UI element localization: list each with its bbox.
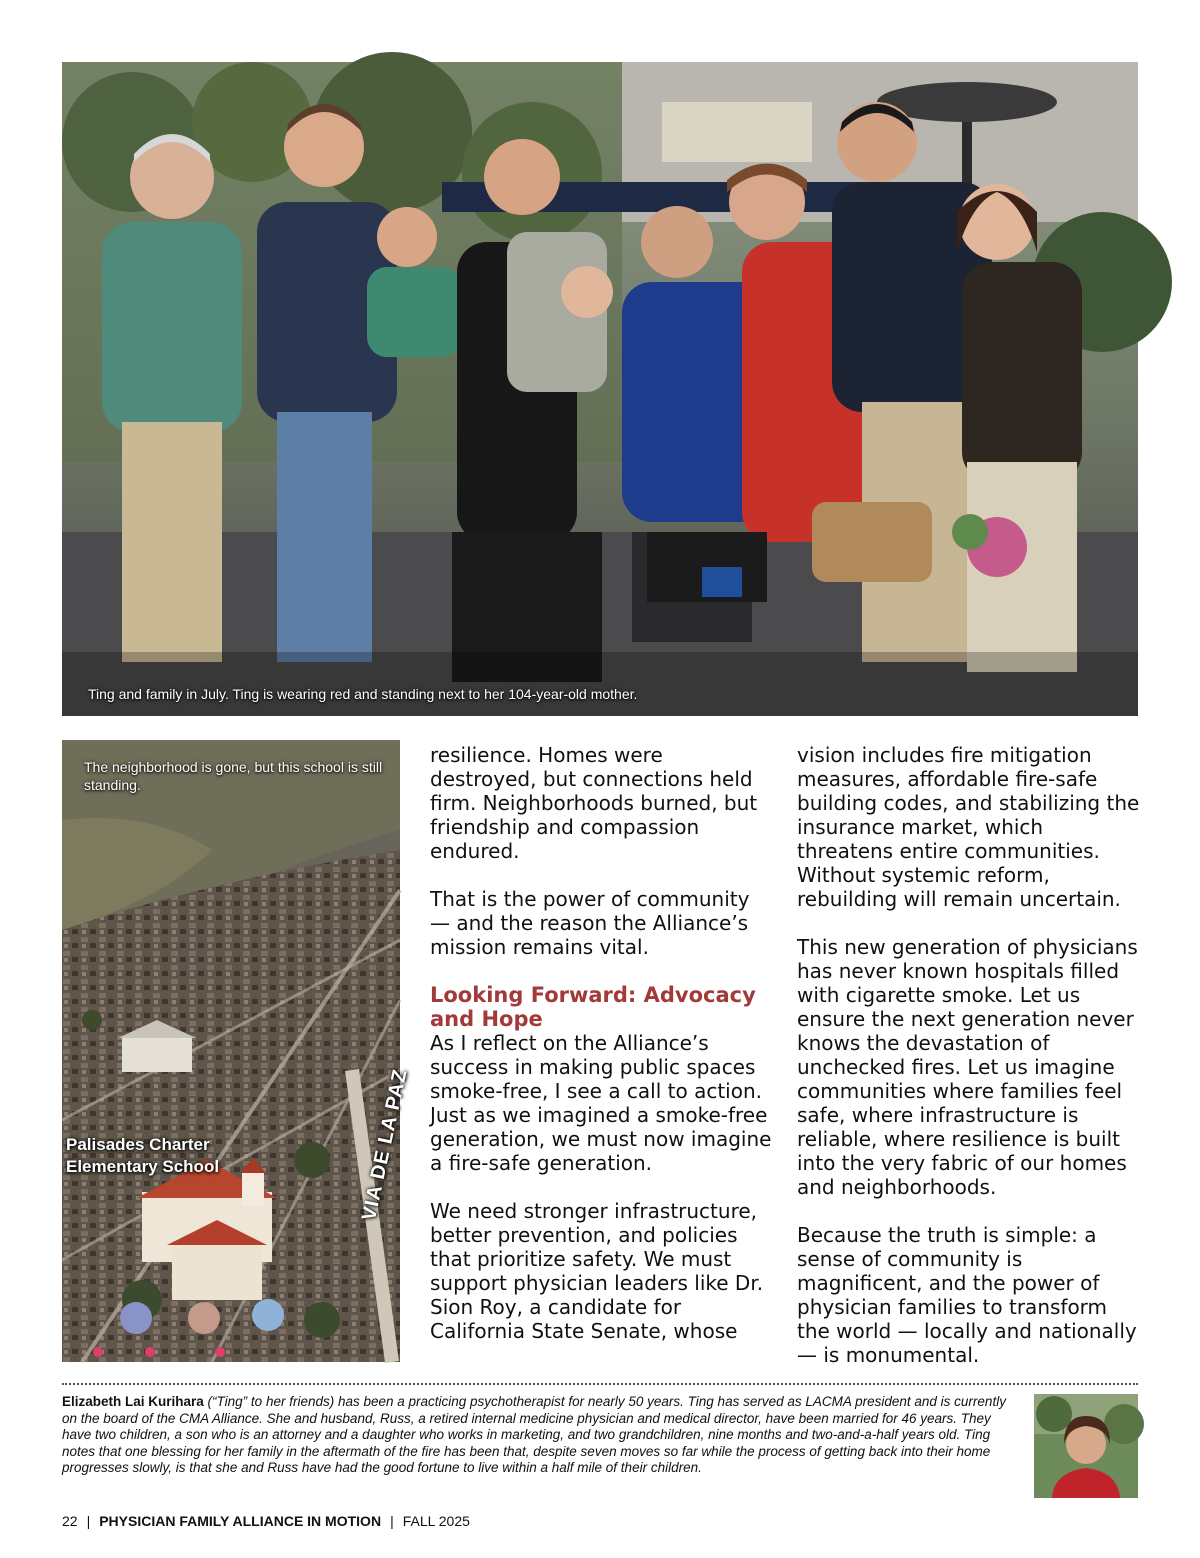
section-subhead: Looking Forward: Advocacy and Hope: [430, 983, 756, 1031]
author-name: Elizabeth Lai Kurihara: [62, 1394, 204, 1409]
hero-caption: Ting and family in July. Ting is wearing red and standing next to her 104-year-old mother.: [88, 686, 638, 702]
author-bio-text: (“Ting” to her friends) has been a practicing psychotherapist for nearly 50 years. Ting has served as LACMA president and is currently on the board of the CMA Alliance. She and husband, Russ, a retired internal medicine physician and medical director, have been married for 46 years. They have two children, a son who is an attorney and a daughter who works in marketing, and two grandchildren, nine months and two-and-a-half years old. Ting notes that one blessing for her family in the aftermath of the fire has been that, despite seven moves so far while the process of getting back into their home progresses slowly, is that she and Russ have had the good fortune to live within a half mile of their children.: [62, 1394, 1006, 1475]
school-label-line2: Elementary School: [66, 1157, 220, 1176]
footer-separator: |: [86, 1513, 91, 1529]
col1-paragraph-2: That is the power of community — and the reason the Alliance’s mission remains vital.: [430, 887, 750, 959]
col2-paragraph-3: Because the truth is simple: a sense of community is magnificent, and the power of physician families to transform the world — locally and nationally — is monumental.: [797, 1223, 1137, 1367]
hero-photo: [62, 62, 1138, 716]
page-footer: [62, 1513, 470, 1529]
col1-paragraph-1: resilience. Homes were destroyed, but connections held firm. Neighborhoods burned, but friendship and compassion endured.: [430, 743, 758, 863]
author-bio: [62, 1394, 1018, 1477]
col2-paragraph-2: This new generation of physicians has never known hospitals filled with cigarette smoke. Let us ensure the next generation never knows the devastation of unchecked fires. Let us imagine communities where families feel safe, where infrastructure is reliable, where resilience is built into the very fabric of our homes and neighborhoods.: [797, 935, 1138, 1199]
issue-label: FALL 2025: [402, 1513, 470, 1529]
col1-paragraph-4: We need stronger infrastructure, better prevention, and policies that prioritize safety. We must support physician leaders like Dr. Sion Roy, a candidate for California State Senate, whose: [430, 1199, 764, 1343]
publication-name: PHYSICIAN FAMILY ALLIANCE IN MOTION: [99, 1513, 382, 1529]
col2-paragraph-1: vision includes fire mitigation measures, affordable fire-safe building codes, and stabilizing the insurance market, which threatens entire communities. Without systemic reform, rebuilding will remain uncertain.: [797, 743, 1140, 911]
article-column-1: [430, 743, 775, 1343]
article-column-2: [797, 743, 1142, 1367]
bio-divider: [62, 1383, 1138, 1385]
street-label: VIA DE LA PAZ: [358, 1066, 412, 1223]
aerial-illustration: [62, 740, 400, 1362]
footer-separator: |: [390, 1513, 394, 1529]
author-portrait: [1034, 1394, 1138, 1498]
col1-paragraph-3: As I reflect on the Alliance’s success in making public spaces smoke-free, I see a call to action. Just as we imagined a smoke-free generation, we must now imagine a fire-safe generation.: [430, 1031, 772, 1175]
family-photo-illustration: [62, 62, 1138, 716]
school-label-line1: Palisades Charter: [66, 1135, 210, 1154]
aerial-caption: The neighborhood is gone, but this school is still standing.: [84, 759, 383, 793]
aerial-photo: [62, 740, 412, 1362]
page-number: 22: [62, 1513, 78, 1529]
author-portrait-illustration: [1034, 1394, 1138, 1498]
school-label: [66, 1134, 219, 1178]
